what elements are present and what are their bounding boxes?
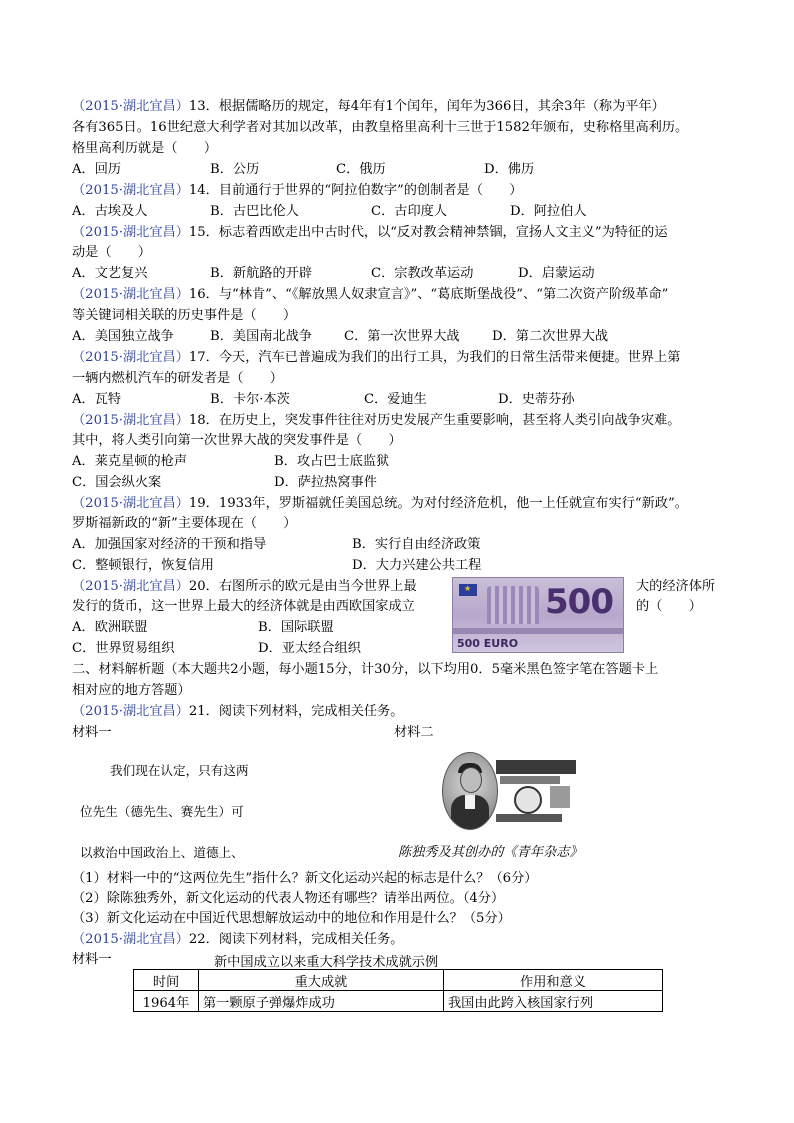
q13-line2: 各有365日。16世纪意大利学者对其加以改革，由教皇格里高利十三世于1582年颁布，史称格里高利历。 xyxy=(72,120,689,135)
q13-option-a: A．回历 xyxy=(72,162,122,177)
youth-magazine-cover-image xyxy=(496,754,578,828)
section2-line2: 相对应的地方答题） xyxy=(72,683,191,698)
q14-option-b: B．古巴比伦人 xyxy=(210,204,299,219)
q22-material1-label: 材料一 xyxy=(72,952,112,967)
source-tag: （2015·湖北宜昌） xyxy=(72,99,189,114)
q17-line2: 一辆内燃机汽车的研发者是（ ） xyxy=(72,371,283,386)
arch-illustration xyxy=(487,586,539,624)
q18-line1: （2015·湖北宜昌）18．在历史上，突发事件往往对历史发展产生重要影响，甚至将人类引向战争灾难。 xyxy=(72,413,681,428)
q20-option-c: C．世界贸易组织 xyxy=(72,641,175,656)
cell-time: 1964年 xyxy=(134,991,199,1012)
q17-line1: （2015·湖北宜昌）17．今天，汽车已普遍成为我们的出行工具，为我们的日常生活带来便捷。世界上第 xyxy=(72,350,681,365)
q18-line2: 其中，将人类引向第一次世界大战的突发事件是（ ） xyxy=(72,433,402,448)
q21-line1: （2015·湖北宜昌）21．阅读下列材料，完成相关任务。 xyxy=(72,704,404,719)
q14-option-d: D．阿拉伯人 xyxy=(510,204,587,219)
q18-option-c: C．国会纵火案 xyxy=(72,475,162,490)
quote-line3: 以救治中国政治上、道德上、 xyxy=(80,845,244,860)
chen-duxiu-portrait-image xyxy=(442,752,498,830)
q20-line1b: 大的经济体所 xyxy=(636,579,716,594)
quote-line2: 位先生（德先生、赛先生）可 xyxy=(80,804,244,819)
q18-option-d: D．萨拉热窝事件 xyxy=(274,475,377,490)
table-header-row xyxy=(134,970,663,991)
q22-line1: （2015·湖北宜昌）22．阅读下列材料，完成相关任务。 xyxy=(72,932,404,947)
q16-option-a: A．美国独立战争 xyxy=(72,329,174,344)
q15-option-d: D．启蒙运动 xyxy=(518,266,595,281)
col-header-time: 时间 xyxy=(134,970,199,991)
cell-achievement: 第一颗原子弹爆炸成功 xyxy=(199,991,444,1012)
achievements-table xyxy=(133,969,663,1012)
q19-option-a: A．加强国家对经济的干预和指导 xyxy=(72,537,267,552)
q19-option-b: B．实行自由经济政策 xyxy=(352,537,481,552)
q17-option-d: D．史蒂芬孙 xyxy=(498,392,575,407)
cell-significance: 我国由此跨入核国家行列 xyxy=(444,991,663,1012)
q21-sub3: （3）新文化运动在中国近代思想解放运动中的地位和作用是什么？（5分） xyxy=(72,911,511,926)
q17-option-b: B．卡尔·本茨 xyxy=(210,392,290,407)
quote-line1: 我们现在认定，只有这两 xyxy=(110,763,249,778)
q14-option-c: C．古印度人 xyxy=(371,204,448,219)
q19-option-c: C．整顿银行，恢复信用 xyxy=(72,558,214,573)
q20-option-a: A．欧洲联盟 xyxy=(72,620,148,635)
q19-line2: 罗斯福新政的“新”主要体现在（ ） xyxy=(72,516,297,531)
q13-option-b: B．公历 xyxy=(210,162,260,177)
q20-line2b: 的（ ） xyxy=(636,599,702,614)
col-header-achievement: 重大成就 xyxy=(199,970,444,991)
q13-option-c: C．俄历 xyxy=(336,162,386,177)
q20-option-d: D．亚太经合组织 xyxy=(258,641,361,656)
banknote-label: 500 EURO xyxy=(457,637,519,650)
q19-line1: （2015·湖北宜昌）19．1933年，罗斯福就任美国总统。为对付经济危机，他一上任就宣布实行“新政”。 xyxy=(72,496,688,511)
q13-option-d: D．佛历 xyxy=(484,162,535,177)
q16-option-c: C．第一次世界大战 xyxy=(344,329,460,344)
q20-line1a: （2015·湖北宜昌）20．右图所示的欧元是由当今世界上最 xyxy=(72,579,417,594)
q21-material2-label: 材料二 xyxy=(394,725,434,740)
q16-option-d: D．第二次世界大战 xyxy=(492,329,609,344)
q14-option-a: A．古埃及人 xyxy=(72,204,148,219)
table-title: 新中国成立以来重大科学技术成就示例 xyxy=(214,955,439,970)
q13-line3: 格里高利历就是（ ） xyxy=(72,141,218,156)
q21-material1-label: 材料一 xyxy=(72,725,112,740)
col-header-significance: 作用和意义 xyxy=(444,970,663,991)
q15-option-a: A．文艺复兴 xyxy=(72,266,148,281)
image-caption: 陈独秀及其创办的《青年杂志》 xyxy=(398,845,583,860)
q15-option-c: C．宗教改革运动 xyxy=(371,266,474,281)
eu-flag-icon xyxy=(459,584,477,596)
q17-option-a: A．瓦特 xyxy=(72,392,122,407)
section2-line1: 二、材料解析题（本大题共2小题，每小题15分，计30分，以下均用0．5毫米黑色签字笔在答题卡上 xyxy=(72,662,659,677)
q21-sub1: （1）材料一中的“这两位先生”指什么？新文化运动兴起的标志是什么？（6分） xyxy=(72,871,538,886)
q21-sub2: （2）除陈独秀外，新文化运动的代表人物还有哪些？请举出两位。（4分） xyxy=(72,891,505,906)
q15-line1: （2015·湖北宜昌）15．标志着西欧走出中古时代，以“反对教会精神禁锢，宣扬人文主义”为特征的运 xyxy=(72,225,668,240)
q16-line2: 等关键词相关联的历史事件是（ ） xyxy=(72,308,297,323)
q20-option-b: B．国际联盟 xyxy=(258,620,334,635)
table-row xyxy=(134,991,663,1012)
q17-option-c: C．爱迪生 xyxy=(364,392,427,407)
q15-option-b: B．新航路的开辟 xyxy=(210,266,313,281)
q14-line1: （2015·湖北宜昌）14．目前通行于世界的“阿拉伯数字”的创制者是（ ） xyxy=(72,183,523,198)
q13-line1: （2015·湖北宜昌）13．根据儒略历的规定，每4年有1个闰年，闰年为366日，其余3年（称为平年） xyxy=(72,99,665,114)
q20-line2a: 发行的货币，这一世界上最大的经济体就是由西欧国家成立 xyxy=(72,599,415,614)
q18-option-b: B．攻占巴士底监狱 xyxy=(274,454,390,469)
q15-line2: 动是（ ） xyxy=(72,245,152,260)
q18-option-a: A．莱克星顿的枪声 xyxy=(72,454,188,469)
euro-banknote-image xyxy=(452,577,624,653)
banknote-value: 500 xyxy=(545,582,613,622)
q16-line1: （2015·湖北宜昌）16．与“林肯”、“《解放黑人奴隶宣言》”、“葛底斯堡战役”、“第二次资产阶级革命” xyxy=(72,287,669,302)
q19-option-d: D．大力兴建公共工程 xyxy=(352,558,482,573)
q16-option-b: B．美国南北战争 xyxy=(210,329,313,344)
